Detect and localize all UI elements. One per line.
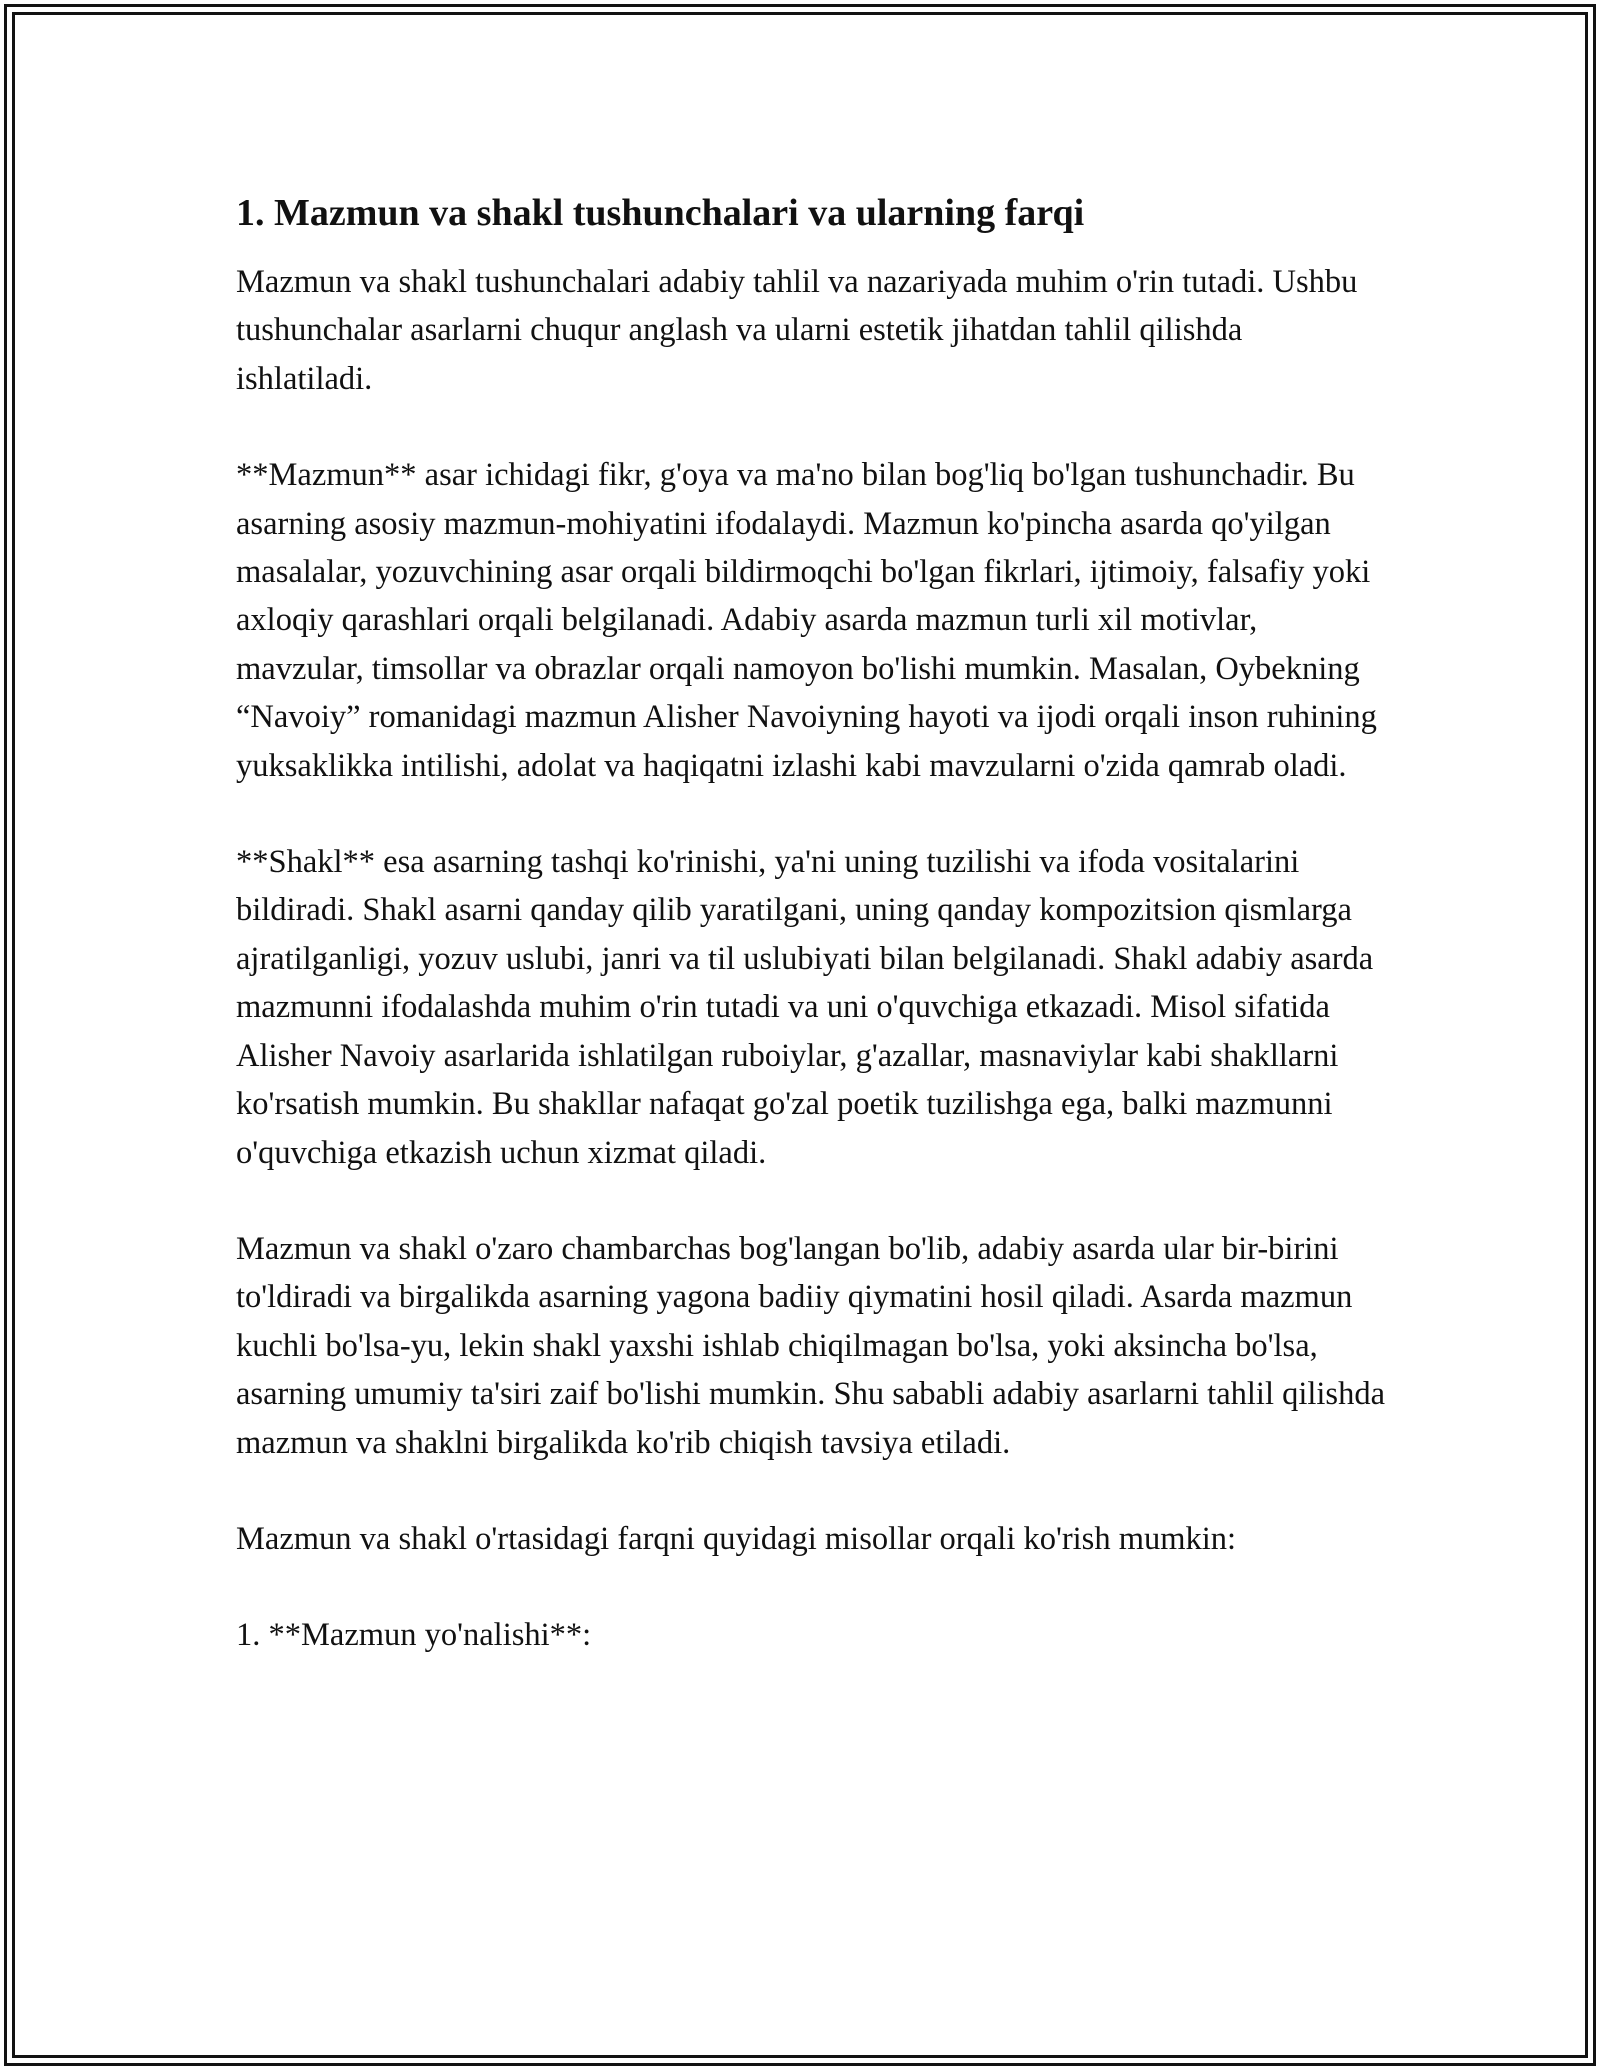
paragraph-mazmun: **Mazmun** asar ichidagi fikr, g'oya va ma'no bilan bog'liq bo'lgan tushunchadir. Bu asarning asosiy mazmun-mohiyatini ifodalaydi. Mazmun ko'pincha asarda qo'yilgan masalalar, yozuvchining asar orqali bildirmoqchi bo'lgan fikrlari, ijtimoiy, falsafiy yoki axloqiy qarashlari orqali belgilanadi. Adabiy asarda mazmun turli xil motivlar, mavzular, timsollar va obrazlar orqali namoyon bo'lishi mumkin. Masalan, Oybekning “Navoiy” romanidagi mazmun Alisher Navoiyning hayoti va ijodi orqali inson ruhining yuksaklikka intilishi, adolat va haqiqatni izlashi kabi mavzularni o'zida qamrab oladi. (236, 457, 1377, 784)
paragraph-relation: Mazmun va shakl o'zaro chambarchas bog'langan bo'lib, adabiy asarda ular bir-birini to'ldiradi va birgalikda asarning yagona badiiy qiymatini hosil qiladi. Asarda mazmun kuchli bo'lsa-yu, lekin shakl yaxshi ishlab chiqilmagan bo'lsa, yoki aksincha bo'lsa, asarning umumiy ta'siri zaif bo'lishi mumkin. Shu sababli adabiy asarlarni tahlil qilishda mazmun va shaklni birgalikda ko'rib chiqish tavsiya etiladi. (236, 1230, 1386, 1461)
document-body (236, 188, 1386, 1660)
paragraph-examples-intro: Mazmun va shakl o'rtasidagi farqni quyidagi misollar orqali ko'rish mumkin: (236, 1520, 1237, 1557)
paragraph-shakl: **Shakl** esa asarning tashqi ko'rinishi, ya'ni uning tuzilishi va ifoda vositalarini bildiradi. Shakl asarni qanday qilib yaratilgani, uning qanday kompozitsion qismlarga ajratilganligi, yozuv uslubi, janri va til uslubiyati bilan belgilanadi. Shakl adabiy asarda mazmunni ifodalashda muhim o'rin tutadi va uni o'quvchiga etkazadi. Misol sifatida Alisher Navoiy asarlarida ishlatilgan ruboiylar, g'azallar, masnaviylar kabi shakllarni ko'rsatish mumkin. Bu shakllar nafaqat go'zal poetik tuzilishga ega, balki mazmunni o'quvchiga etkazish uchun xizmat qiladi. (236, 844, 1374, 1171)
paragraph-intro: Mazmun va shakl tushunchalari adabiy tahlil va nazariyada muhim o'rin tutadi. Ushbu tushunchalar asarlarni chuqur anglash va ularni estetik jihatdan tahlil qilishda ishlatiladi. (236, 264, 1358, 397)
section-heading: 1. Mazmun va shakl tushunchalari va ularning farqi (236, 192, 1085, 234)
list-item-1: 1. **Mazmun yo'nalishi**: (236, 1617, 592, 1654)
